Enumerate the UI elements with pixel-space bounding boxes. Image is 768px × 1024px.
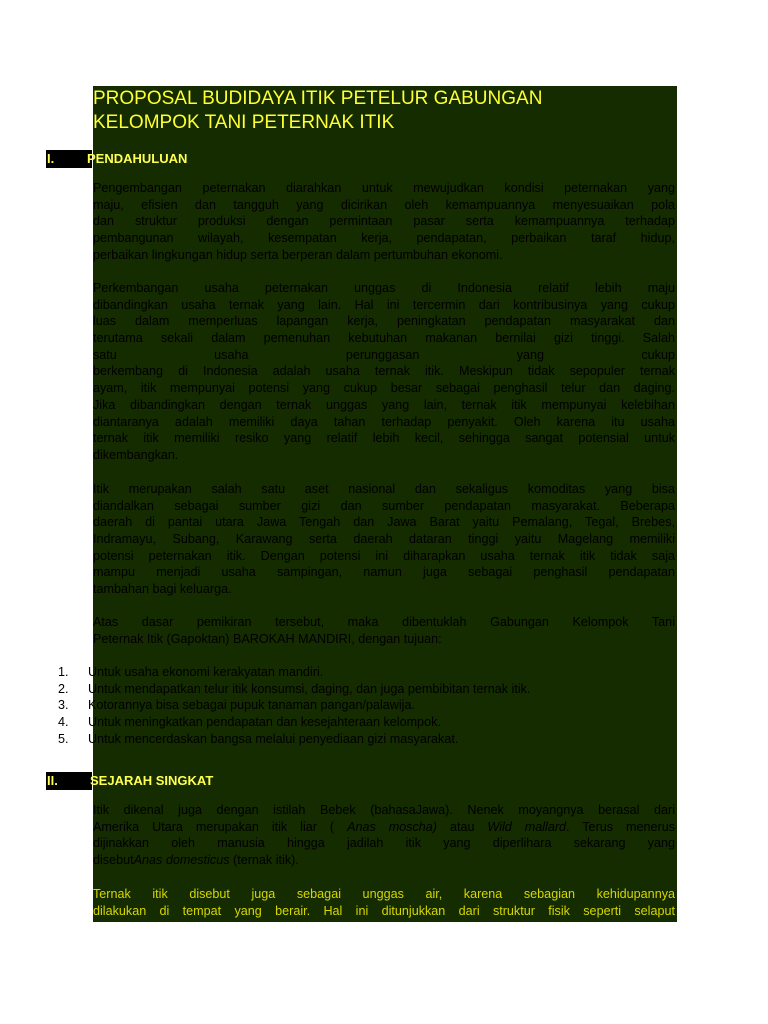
- text-line: daerah di pantai utara Jawa Tengah dan Jawa Barat yaitu Pemalang, Tegal, Brebes,: [93, 515, 675, 530]
- list-text: Untuk mencerdaskan bangsa melalui penyediaan gizi masyarakat.: [88, 731, 459, 746]
- title-line: KELOMPOK TANI PETERNAK ITIK: [93, 112, 395, 133]
- text-line: dijinakkan oleh manusia hingga jadilah itik yang diperlihara sekarang yang: [93, 836, 675, 851]
- paragraph-intro-2: [93, 280, 675, 464]
- paragraph-history-1: [93, 802, 675, 869]
- text-line: Itik dikenal juga dengan istilah Bebek (bahasaJawa). Nenek moyangnya berasal dari: [93, 803, 675, 817]
- text-line: dan struktur produksi dengan permintaan pasar serta kemampuannya terhadap: [93, 214, 675, 229]
- list-item: [0, 681, 677, 698]
- text-line: Peternak Itik (Gapoktan) BAROKAH MANDIRI, dengan tujuan:: [93, 631, 442, 646]
- list-text: Kotorannya bisa sebagai pupuk tanaman pangan/palawija.: [88, 698, 415, 713]
- list-number: 1.: [58, 665, 69, 679]
- species-name: Wild mallard: [487, 819, 567, 834]
- paragraph-intro-3: [93, 481, 675, 598]
- section-heading-pendahuluan: [46, 150, 296, 168]
- list-number: 3.: [58, 698, 69, 713]
- text-line: dibandingkan usaha ternak yang lain. Hal ini tercermin dari kontribusinya yang cukup: [93, 297, 675, 312]
- text-line: dikembangkan.: [93, 447, 179, 462]
- text-line: Atas dasar pemikiran tersebut, maka dibentuklah Gabungan Kelompok Tani: [93, 615, 675, 629]
- text-line: berkembang di Indonesia adalah usaha ternak itik. Meskipun tidak sepopuler ternak: [93, 364, 675, 379]
- list-number: 5.: [58, 731, 69, 746]
- text-line: satu usaha perunggasan yang cukup: [93, 347, 675, 362]
- text-line: mampu menjadi usaha sampingan, namun juga sebagai penghasil pendapatan: [93, 565, 675, 580]
- paragraph-history-2: [93, 886, 675, 919]
- text-line: diantaranya adalah memiliki daya tahan terhadap penyakit. Oleh karena itu usaha: [93, 414, 675, 429]
- text-line: maju, efisien dan tangguh yang dicirikan oleh kemampuannya menyesuaikan pola: [93, 197, 675, 212]
- text-line: Indramayu, Subang, Karawang serta daerah dataran tinggi yaitu Magelang memiliki: [93, 532, 675, 547]
- goals-list: [0, 664, 677, 747]
- list-item: [0, 714, 677, 731]
- list-item: [0, 731, 677, 748]
- species-name: Anas moscha): [347, 819, 438, 834]
- text-line: Perkembangan usaha peternakan unggas di Indonesia relatif lebih maju: [93, 281, 675, 295]
- text-line: Itik merupakan salah satu aset nasional dan sekaligus komoditas yang bisa: [93, 482, 675, 496]
- text-line: luas dalam memperluas lapangan kerja, peningkatan pendapatan masyarakat dan: [93, 314, 675, 329]
- text-line: Jika dibandingkan dengan ternak unggas yang lain, ternak itik mempunyai kelebihan: [93, 397, 675, 412]
- text-line: Amerika Utara merupakan itik liar ( Anas moscha) atau Wild mallard. Terus menerus: [93, 819, 675, 834]
- text-line: perbaikan lingkungan hidup serta berperan dalam pertumbuhan ekonomi.: [93, 247, 503, 262]
- section-heading-sejarah: [46, 772, 296, 790]
- text-line: ternak itik memiliki resiko yang relatif lebih kecil, sehingga sangat potensial untuk: [93, 431, 675, 446]
- document-title: [93, 87, 677, 135]
- text-line: tambahan bagi keluarga.: [93, 582, 232, 597]
- list-text: Untuk mendapatkan telur itik konsumsi, daging, dan juga pembibitan ternak itik.: [88, 681, 531, 696]
- section-title: SEJARAH SINGKAT: [90, 773, 214, 788]
- list-item: [0, 697, 677, 714]
- list-text: Untuk usaha ekonomi kerakyatan mandiri.: [88, 665, 324, 679]
- text-line: disebutAnas domesticus (ternak itik).: [93, 853, 299, 868]
- text-line: Pengembangan peternakan diarahkan untuk mewujudkan kondisi peternakan yang: [93, 181, 675, 195]
- list-number: 2.: [58, 681, 69, 696]
- text-line: terutama sekali dalam pemenuhan kebutuhan makanan bernilai gizi tinggi. Salah: [93, 331, 675, 346]
- section-title: PENDAHULUAN: [87, 151, 188, 166]
- list-number: 4.: [58, 715, 69, 730]
- list-item: [0, 664, 677, 681]
- section-number: I.: [46, 150, 92, 168]
- species-name: Anas domesticus: [133, 853, 230, 868]
- title-line: PROPOSAL BUDIDAYA ITIK PETELUR GABUNGAN: [93, 88, 543, 109]
- list-text: Untuk meningkatkan pendapatan dan kesejahteraan kelompok.: [88, 715, 441, 730]
- text-line: dilakukan di tempat yang berair. Hal ini ditunjukkan dari struktur fisik seperti selaput: [93, 903, 675, 918]
- text-line: ayam, itik mempunyai potensi yang cukup besar sebagai penghasil telur dan daging.: [93, 381, 675, 396]
- text-line: diandalkan sebagai sumber gizi dan sumber pendapatan masyarakat. Beberapa: [93, 498, 675, 513]
- paragraph-intro-1: [93, 180, 675, 263]
- text-line: pembangunan wilayah, kesempatan kerja, pendapatan, perbaikan taraf hidup,: [93, 231, 675, 246]
- paragraph-intro-4: [93, 614, 675, 647]
- section-number: II.: [46, 772, 92, 790]
- text-line: potensi peternakan itik. Dengan potensi ini diharapkan usaha ternak itik tidak saja: [93, 548, 675, 563]
- text-line: Ternak itik disebut juga sebagai unggas air, karena sebagian kehidupannya: [93, 887, 675, 901]
